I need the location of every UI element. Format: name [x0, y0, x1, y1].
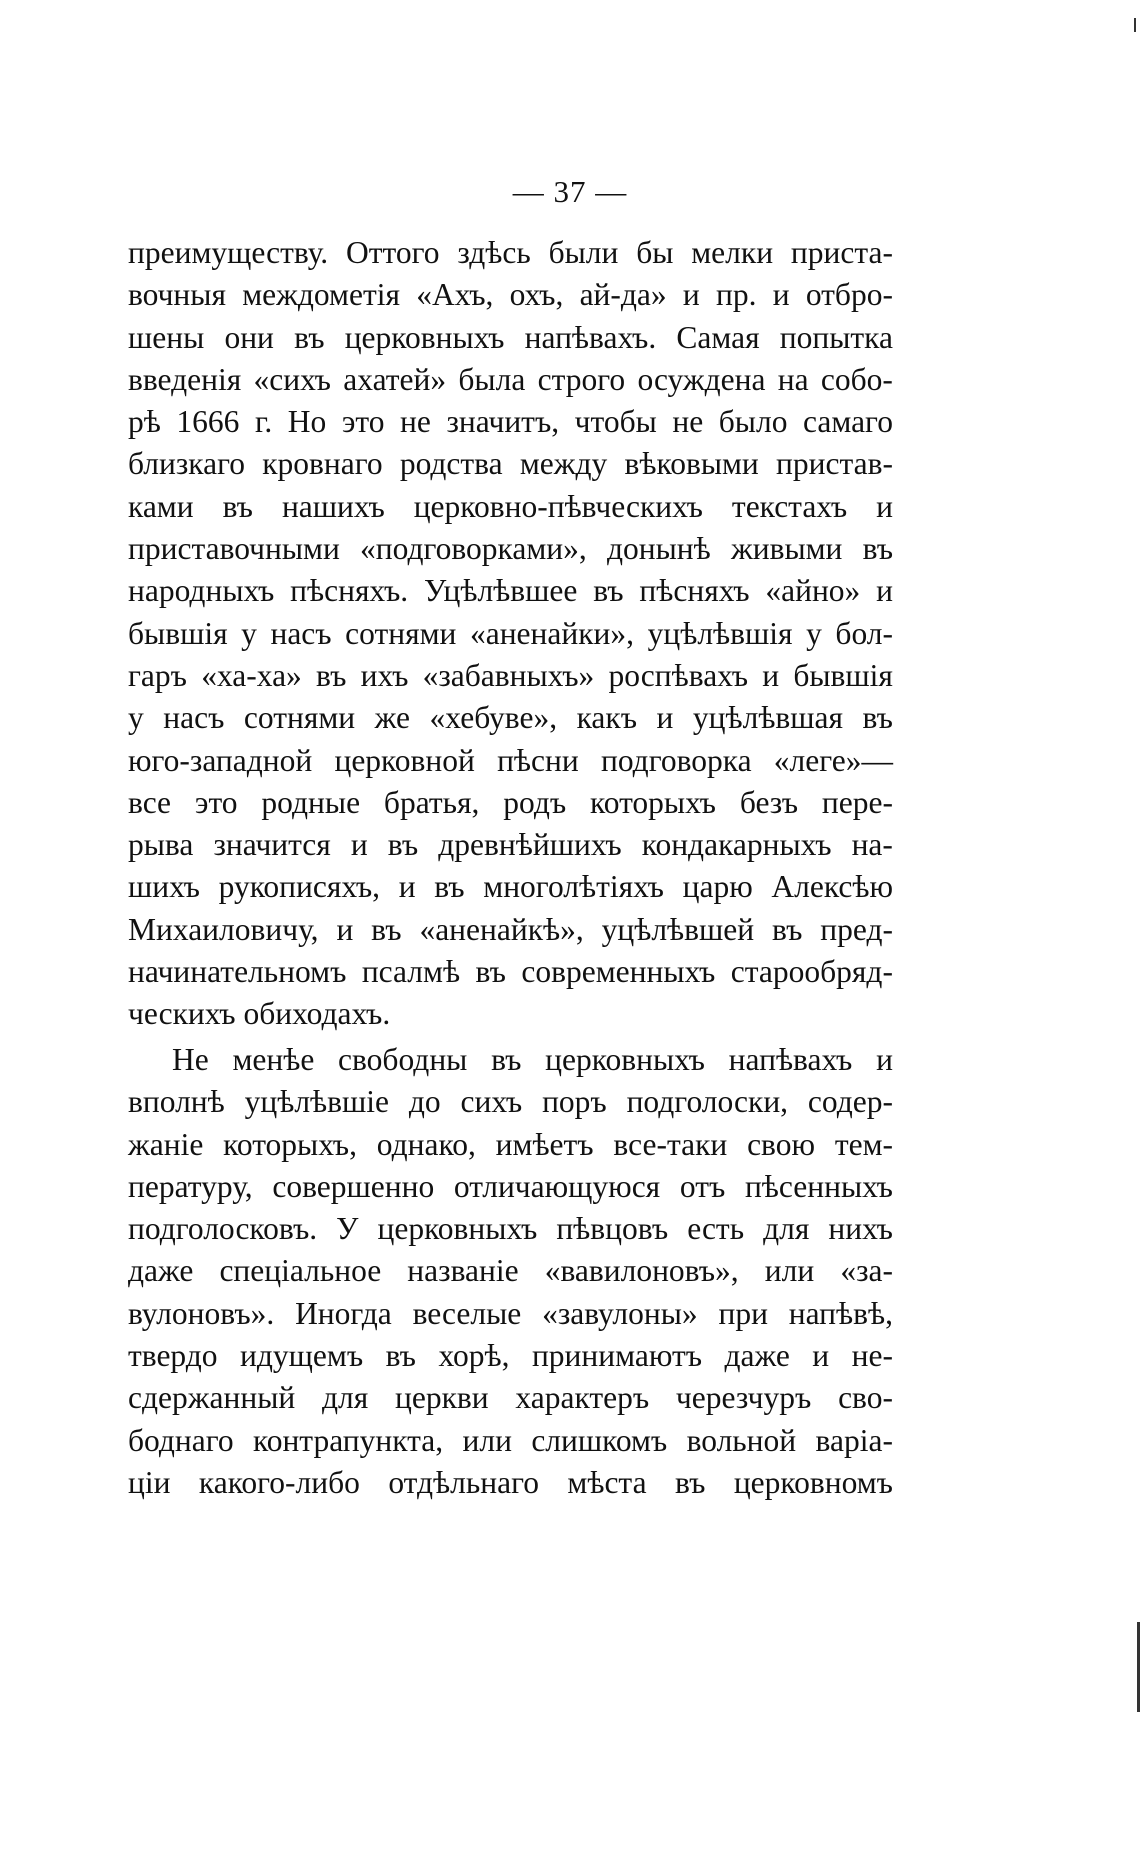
word: въ [475, 954, 506, 990]
word: отъ [679, 1168, 726, 1204]
word: пѣсни [497, 742, 579, 778]
word: шихъ [128, 869, 200, 905]
word: въ [294, 319, 325, 355]
word: текстахъ [731, 488, 848, 524]
word: здѣсь [457, 235, 531, 270]
word: пред- [820, 911, 893, 947]
word: и [398, 869, 416, 905]
word: на [777, 361, 809, 397]
word: пѣсенныхъ [744, 1168, 893, 1204]
word: жаніе [128, 1126, 204, 1162]
word: черезчуръ [675, 1380, 812, 1416]
word: которыхъ [590, 784, 716, 820]
word: попытка [779, 319, 893, 355]
word: родства [399, 446, 503, 482]
word: «аненайки», [469, 615, 635, 651]
word: родные [261, 784, 361, 820]
text-line [128, 824, 893, 866]
word: преимуществу. [128, 235, 329, 270]
text-line [128, 782, 893, 824]
word: не [400, 404, 431, 440]
word: юго-западной [128, 742, 313, 778]
word: спеціальное [219, 1253, 382, 1289]
word: Оттого [346, 235, 440, 270]
word: или [764, 1253, 815, 1289]
word: ціи [128, 1464, 171, 1500]
word: «за- [840, 1253, 893, 1289]
word: «айно» [765, 573, 861, 609]
word: уцѣлѣвшей [601, 911, 755, 947]
word: въ [371, 911, 402, 947]
word: въ [387, 827, 419, 863]
word: сво- [838, 1380, 893, 1416]
word: Михаиловичу, [128, 911, 319, 947]
word: осуждена [637, 361, 766, 397]
word: твердо [128, 1338, 218, 1374]
word: приставочными [128, 531, 340, 567]
page-number: — 37 — [512, 174, 628, 209]
word: церковной [334, 742, 475, 778]
word: насъ [163, 700, 225, 736]
word: «подговорками», [360, 531, 587, 567]
word: въ [675, 1464, 706, 1500]
word: въ [593, 573, 624, 609]
word: въ [862, 531, 893, 567]
word: не [672, 404, 704, 440]
text-line [128, 1166, 893, 1208]
word: кондакарныхъ [641, 827, 832, 863]
word: даже [724, 1338, 790, 1374]
word: боднаго [128, 1422, 234, 1458]
text-line [128, 1081, 893, 1123]
word: строго [537, 361, 626, 397]
word: пере- [821, 784, 893, 820]
text-line [128, 1377, 893, 1419]
word: начинательномъ [128, 954, 347, 990]
word: въ [385, 1338, 416, 1374]
word: безъ [739, 784, 798, 820]
word: и [812, 1338, 830, 1374]
scan-edge-mark [1134, 18, 1136, 32]
word: 1666 [176, 404, 240, 440]
word: есть [687, 1211, 745, 1247]
word: уцѣлѣвшія [647, 615, 793, 651]
word: въ [491, 1042, 522, 1077]
word: У [336, 1211, 359, 1247]
word: ахатей» [343, 361, 447, 397]
text-line [128, 909, 893, 951]
word: контрапункта, [253, 1422, 444, 1458]
text-line: ческихъ обиходахъ. [128, 996, 391, 1032]
text-line [128, 317, 893, 359]
word: до [408, 1084, 441, 1120]
word: Самая [676, 319, 760, 355]
word: бывшія [128, 615, 228, 651]
word: «забавныхъ» [422, 657, 595, 693]
word: нихъ [828, 1211, 893, 1247]
word: свою [747, 1126, 815, 1162]
word: рукописяхъ, [218, 869, 381, 905]
word: для [763, 1211, 810, 1247]
word: значится [213, 827, 331, 863]
word: между [519, 446, 608, 482]
word: приста- [790, 235, 893, 270]
word: многолѣтіяхъ [483, 869, 664, 905]
word: отбро- [805, 277, 893, 313]
word: самаго [803, 404, 893, 440]
word: отдѣльнаго [388, 1464, 539, 1500]
word: были [548, 235, 619, 270]
word: въ [772, 911, 803, 947]
word: нашихъ [281, 488, 385, 524]
word: имѣетъ [495, 1126, 594, 1162]
word: рыва [128, 827, 194, 863]
word: все-таки [613, 1126, 728, 1162]
word: ихъ [360, 657, 409, 693]
word: подголосковъ. [128, 1211, 318, 1247]
text-line [128, 1335, 893, 1377]
word: значитъ, [446, 404, 560, 440]
word: содер- [807, 1084, 893, 1120]
word: пературу, [128, 1168, 253, 1204]
word: было [718, 404, 788, 440]
word: тем- [834, 1126, 893, 1162]
word: «сихъ [253, 361, 331, 397]
word: роспѣвахъ [608, 657, 749, 693]
word: свободны [338, 1042, 468, 1077]
word: и [876, 573, 893, 609]
word: веселые [412, 1295, 522, 1331]
word: поръ [542, 1084, 607, 1120]
word: пристав- [776, 446, 893, 482]
word: ай-да» [579, 277, 667, 313]
word: уцѣлѣвшая [692, 700, 844, 736]
text-line [128, 443, 893, 485]
word: г. [254, 404, 273, 440]
text-line [128, 1293, 893, 1335]
word: Не [172, 1042, 209, 1077]
word: принимаютъ [531, 1338, 703, 1374]
text-line [128, 1039, 893, 1081]
word: Иногда [295, 1295, 392, 1331]
word: варіа- [815, 1422, 893, 1458]
text-line [128, 1462, 893, 1504]
word: уцѣлѣвшіе [244, 1084, 390, 1120]
word: въ [316, 657, 347, 693]
word: вольной [686, 1422, 797, 1458]
word: мѣста [567, 1464, 647, 1500]
word: бол- [835, 615, 893, 651]
word: родъ [503, 784, 567, 820]
text-line [128, 655, 893, 697]
word: Но [287, 404, 327, 440]
word: напѣвахъ [728, 1042, 853, 1077]
text-line [128, 1124, 893, 1166]
word: пр. [716, 277, 757, 313]
word: «ха-ха» [201, 657, 302, 693]
text-line [128, 613, 893, 655]
word: церковныхъ [545, 1042, 705, 1077]
word: и [350, 827, 368, 863]
word: донынѣ [606, 531, 711, 567]
word: древнѣйшихъ [438, 827, 622, 863]
word: ками [128, 488, 194, 524]
word: и [876, 488, 893, 524]
word: въ [434, 869, 465, 905]
word: это [194, 784, 238, 820]
text-line [128, 570, 893, 612]
word: характеръ [515, 1380, 650, 1416]
word: пѣсняхъ. [290, 573, 409, 609]
word: у [806, 615, 822, 651]
text-line [128, 359, 893, 401]
word: отличающуюся [453, 1168, 661, 1204]
word: близкаго [128, 446, 245, 482]
word: Алексѣю [771, 869, 893, 905]
word: Уцѣлѣвшее [423, 573, 578, 609]
word: въ [862, 700, 893, 736]
word: какъ [576, 700, 637, 736]
word: и [656, 700, 674, 736]
word: старообряд- [730, 954, 893, 990]
word: они [224, 319, 274, 355]
text-line [128, 740, 893, 782]
text-line [128, 697, 893, 739]
word: церкви [395, 1380, 489, 1416]
word: все [128, 784, 172, 820]
word: и [336, 911, 354, 947]
word: подголоски, [626, 1084, 789, 1120]
word: которыхъ, [223, 1126, 357, 1162]
word: «хебуве», [429, 700, 558, 736]
text-line [128, 274, 893, 316]
word: сотнями [345, 615, 457, 651]
word: и [762, 657, 780, 693]
word: сдержанный [128, 1380, 296, 1416]
word: же [374, 700, 410, 736]
word: живыми [730, 531, 843, 567]
word: церковно-пѣвческихъ [413, 488, 703, 524]
word: вѣковыми [624, 446, 759, 482]
word: была [458, 361, 526, 397]
text-line [128, 1250, 893, 1292]
word: напѣвахъ. [524, 319, 657, 355]
word: междометія [242, 277, 400, 313]
text-line [128, 401, 893, 443]
word: насъ [270, 615, 332, 651]
word: современныхъ [521, 954, 716, 990]
word: это [341, 404, 385, 440]
word: пѣвцовъ [556, 1211, 669, 1247]
word: церковныхъ [377, 1211, 538, 1247]
word: «леге»— [773, 742, 893, 778]
word: вулоновъ». [128, 1295, 275, 1331]
word: хорѣ, [438, 1338, 510, 1374]
word: охъ, [509, 277, 564, 313]
word: царю [682, 869, 753, 905]
paragraph-2 [128, 1039, 893, 1504]
text-line [128, 232, 893, 274]
text-line [128, 866, 893, 908]
word: введенія [128, 361, 242, 397]
word: даже [128, 1253, 194, 1289]
word: идущемъ [240, 1338, 364, 1374]
word: менѣе [232, 1042, 315, 1077]
word: вполнѣ [128, 1084, 225, 1120]
word: названіе [407, 1253, 519, 1289]
text-line [128, 1208, 893, 1250]
word: рѣ [128, 404, 161, 440]
word: при [718, 1295, 768, 1331]
word: «Ахъ, [416, 277, 494, 313]
word: гаръ [128, 657, 187, 693]
text-line [128, 528, 893, 570]
word: совершенно [272, 1168, 435, 1204]
word: у [241, 615, 257, 651]
word: «аненайкѣ», [419, 911, 584, 947]
word: у [128, 700, 144, 736]
word: сотнями [243, 700, 356, 736]
word: шены [128, 319, 205, 355]
word: не- [851, 1338, 893, 1374]
word: «завулоны» [542, 1295, 698, 1331]
word: кровнаго [262, 446, 383, 482]
word: слишкомъ [531, 1422, 668, 1458]
word: и [772, 277, 790, 313]
word: мелки [691, 235, 774, 270]
word: церковномъ [733, 1464, 893, 1500]
word: подговорка [600, 742, 752, 778]
word: вочныя [128, 277, 226, 313]
text-line [128, 486, 893, 528]
word: пѣсняхъ [639, 573, 750, 609]
text-line [128, 1420, 893, 1462]
word: «вавилоновъ», [544, 1253, 739, 1289]
word: и [876, 1042, 893, 1077]
word: для [322, 1380, 369, 1416]
text-line [128, 951, 893, 993]
word: и [682, 277, 700, 313]
word: сихъ [460, 1084, 523, 1120]
word: однако, [376, 1126, 476, 1162]
word: псалмѣ [361, 954, 461, 990]
word: напѣвѣ, [788, 1295, 893, 1331]
word: на- [851, 827, 893, 863]
word: или [462, 1422, 512, 1458]
word: въ [222, 488, 253, 524]
word: какого-либо [198, 1464, 360, 1500]
paragraph-1 [128, 232, 893, 1036]
word: церковныхъ [344, 319, 505, 355]
word: собо- [820, 361, 893, 397]
word: братья, [383, 784, 480, 820]
word: чтобы [574, 404, 657, 440]
word: бы [636, 235, 674, 270]
word: бывшія [793, 657, 893, 693]
word: народныхъ [128, 573, 275, 609]
